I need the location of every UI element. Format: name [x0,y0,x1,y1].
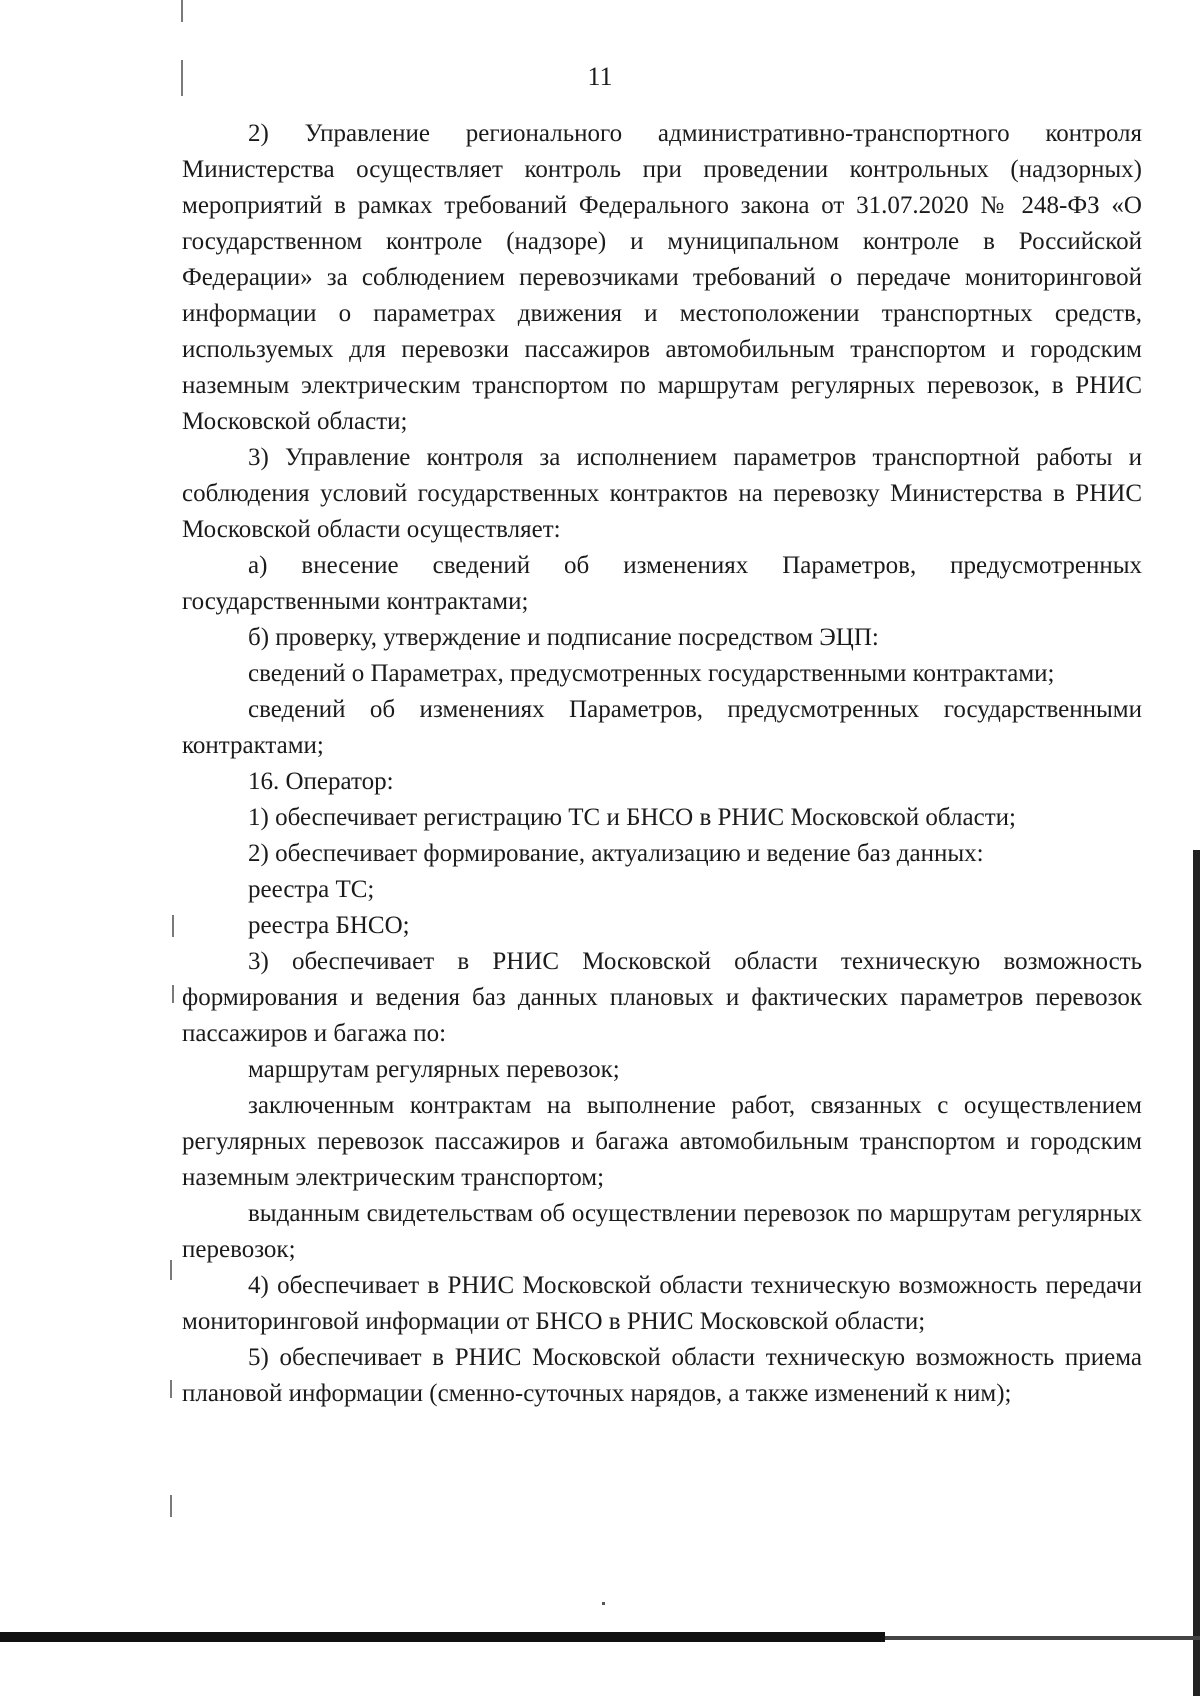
operator-item-3: 3) обеспечивает в РНИС Московской области техническую возможность формирования и ведения баз данных плановых и фактических параметров перевозок пассажиров и багажа по: [182,948,1142,1047]
document-body [182,116,1142,1412]
paragraph-b-signing: б) проверку, утверждение и подписание посредством ЭЦП: [248,624,879,651]
regular-routes: маршрутам регулярных перевозок; [248,1056,620,1083]
section-16-operator: 16. Оператор: [248,768,394,795]
left-margin-mark [181,0,183,22]
left-margin-mark [172,915,174,937]
left-margin-mark [172,985,174,1003]
operator-item-5: 5) обеспечивает в РНИС Московской области техническую возможность приема плановой информации (сменно-суточных нарядов, а также изменений к ним); [182,1344,1142,1407]
concluded-contracts: заключенным контрактам на выполнение работ, связанных с осуществлением регулярных перевозок пассажиров и багажа автомобильным транспортом и городским наземным электрическим транспортом; [182,1092,1142,1191]
paragraph-parameter-changes: сведений об изменениях Параметров, предусмотренных государственными контрактами; [182,696,1142,759]
left-margin-mark [170,1260,172,1280]
scan-right-edge [1193,850,1200,1696]
issued-certificates: выданным свидетельствам об осуществлении перевозок по маршрутам регулярных перевозок; [182,1200,1142,1263]
scan-bottom-bar [0,1632,885,1642]
registry-ts: реестра ТС; [248,876,375,903]
paragraph-parameters-info: сведений о Параметрах, предусмотренных государственными контрактами; [248,660,1055,687]
operator-item-1: 1) обеспечивает регистрацию ТС и БНСО в РНИС Московской области; [248,804,1016,831]
operator-item-2: 2) обеспечивает формирование, актуализацию и ведение баз данных: [248,840,984,867]
paragraph-2-regional-control: 2) Управление регионального административно-транспортного контроля Министерства осуществляет контроль при проведении контрольных (надзорных) мероприятий в рамках требований Федерального закона от 31.07.2020 № 248-ФЗ «О государственном контроле (надзоре) и муниципальном контроле в Российской Федерации» за соблюдением перевозчиками требований о передаче мониторинговой информации о параметрах движения и местоположении транспортных средств, используемых для перевозки пассажиров автомобильным транспортом и городским наземным электрическим транспортом по маршрутам регулярных перевозок, в РНИС Московской области; [182,120,1142,435]
page-number: 11 [587,62,613,91]
left-margin-mark [170,1380,172,1398]
registry-bnso: реестра БНСО; [248,912,410,939]
left-margin-mark [170,1495,172,1517]
scan-dot [602,1602,605,1605]
operator-item-4: 4) обеспечивает в РНИС Московской области техническую возможность передачи мониторинговой информации от БНСО в РНИС Московской области; [182,1272,1142,1335]
paragraph-a-changes: а) внесение сведений об изменениях Параметров, предусмотренных государственными контрактами; [182,552,1142,615]
scan-bottom-bar-thin [885,1636,1200,1640]
left-margin-mark [181,60,183,96]
paragraph-3-contract-control: 3) Управление контроля за исполнением параметров транспортной работы и соблюдения условий государственных контрактов на перевозку Министерства в РНИС Московской области осуществляет: [182,444,1142,543]
